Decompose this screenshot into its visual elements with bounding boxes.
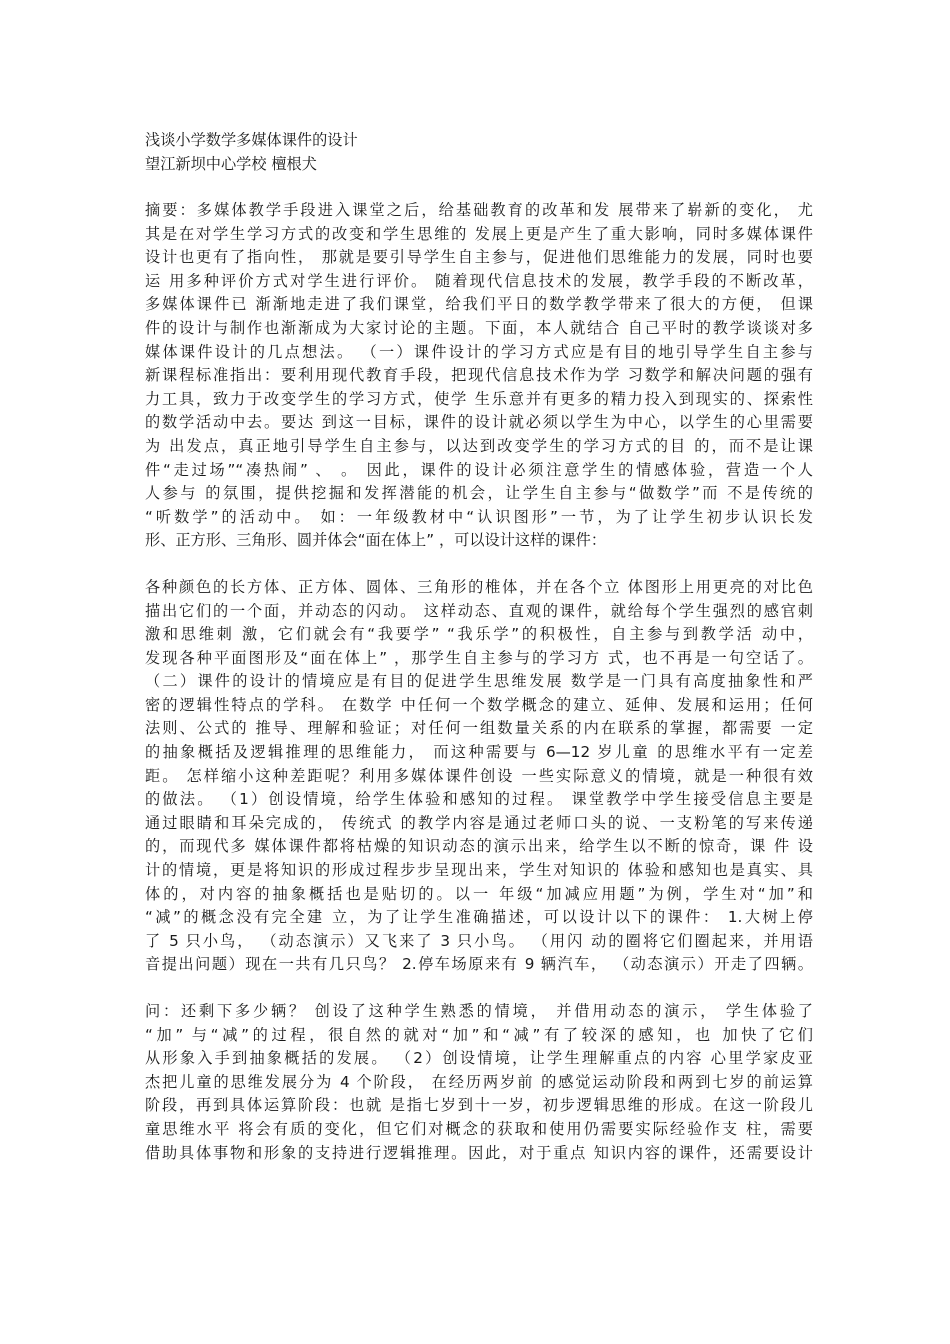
- text-line: 其是在对学生学习方式的改变和学生思维的 发展上更是产生了重大影响，同时多媒体课件: [145, 224, 813, 243]
- text-line: 摘要：多媒体教学手段进入课堂之后，给基础教育的改革和发 展带来了崭新的变化， 尤: [145, 201, 813, 219]
- document-title: 浅谈小学数学多媒体课件的设计: [145, 131, 358, 149]
- text-line: 阶段，再到具体运算阶段：也就 是指七岁到十一岁，初步逻辑思维的形成。在这一阶段儿: [145, 1096, 813, 1115]
- text-line: 件的设计与制作也渐渐成为大家讨论的主题。下面，本人就结合 自己平时的教学谈谈对多: [145, 318, 813, 337]
- body-paragraph: [145, 1000, 813, 1165]
- document-page: [145, 128, 813, 1165]
- text-line: 为 出发点，真正地引导学生自主参与，以达到改变学生的学习方式的目 的，而不是让课: [145, 436, 813, 455]
- body-paragraph: [145, 576, 813, 977]
- text-line: “加” 与“减”的过程，很自然的就对“加”和“减”有了较深的感知，也 加快了它们: [145, 1025, 813, 1044]
- text-line: 件“走过场”“凑热闹” 、 。 因此，课件的设计必须注意学生的情感体验，营造一个人: [145, 460, 813, 479]
- spacer: [145, 176, 813, 199]
- abstract-paragraph: [145, 199, 813, 553]
- text-line: 密的逻辑性特点的学科。 在数学 中任何一个数学概念的建立、延伸、发展和运用；任何: [145, 695, 813, 714]
- text-line: 体的，对内容的抽象概括也是贴切的。以一 年级“加减应用题”为例，学生对“加”和: [145, 884, 813, 903]
- text-line: 杰把儿童的思维发展分为 4 个阶段， 在经历两岁前 的感觉运动阶段和两到七岁的前运算: [145, 1072, 813, 1091]
- text-line: 童思维水平 将会有质的变化，但它们对概念的获取和使用仍需要实际经验作支 柱，需要: [145, 1119, 813, 1138]
- text-line: 从形象入手到抽象概括的发展。 （2）创设情境，让学生理解重点的内容 心里学家皮亚: [145, 1049, 813, 1068]
- text-line: 的，而现代多 媒体课件都将枯燥的知识动态的演示出来，给学生以不断的惊奇，课 件 设: [145, 837, 813, 856]
- text-line: （二）课件的设计的情境应是有目的促进学生思维发展 数学是一门具有高度抽象性和严: [145, 672, 813, 691]
- text-line: “减”的概念没有完全建 立，为了让学生准确描述，可以设计以下的课件： 1.大树上停: [145, 908, 813, 927]
- spacer: [145, 977, 813, 1000]
- document-author: 望江新坝中心学校 檀根犬: [145, 155, 317, 173]
- text-line: 人参与 的氛围，提供挖掘和发挥潜能的机会，让学生自主参与“做数学”而 不是传统的: [145, 484, 813, 503]
- text-line: 激和思维刺 激，它们就会有“我要学” “我乐学”的积极性，自主参与到教学活 动中，: [145, 625, 813, 644]
- text-line: 描出它们的一个面，并动态的闪动。 这样动态、直观的课件，就给每个学生强烈的感官刺: [145, 601, 813, 620]
- text-line: 音提出问题）现在一共有几只鸟？ 2.停车场原来有 9 辆汽车， （动态演示）开走了四辆。: [145, 955, 813, 974]
- text-line: 力工具，致力于改变学生的学习方式，使学 生乐意并有更多的精力投入到现实的、探索性: [145, 389, 813, 408]
- text-line: “听数学”的活动中。 如：一年级教材中“认识图形”一节，为了让学生初步认识长发: [145, 507, 813, 526]
- text-line: 各种颜色的长方体、正方体、圆体、三角形的椎体，并在各个立 体图形上用更亮的对比色: [145, 577, 813, 596]
- spacer: [145, 553, 813, 576]
- text-line: 问：还剩下多少辆？ 创设了这种学生熟悉的情境， 并借用动态的演示， 学生体验了: [145, 1002, 813, 1020]
- text-line: 的数学活动中去。要达 到这一目标，课件的设计就必须以学生为中心，以学生的心里需要: [145, 413, 813, 432]
- text-line: 运 用多种评价方式对学生进行评价。 随着现代信息技术的发展，教学手段的不断改革，: [145, 271, 813, 290]
- text-line: 通过眼睛和耳朵完成的， 传统式 的教学内容是通过老师口头的说、一支粉笔的写来传递: [145, 813, 813, 832]
- text-line: 媒体课件设计的几点想法。 （一）课件设计的学习方式应是有目的地引导学生自主参与: [145, 342, 813, 361]
- text-line: 发现各种平面图形及“面在体上” ，那学生自主参与的学习方 式，也不再是一句空话了。: [145, 648, 813, 667]
- text-line: 形、正方形、三角形、圆并体会“面在体上” ，可以设计这样的课件：: [145, 531, 607, 550]
- text-line: 设计也更有了指向性， 那就是要引导学生自主参与，促进他们思维能力的发展，同时也要: [145, 248, 813, 267]
- text-line: 法则、公式的 推导、理解和验证；对任何一组数量关系的内在联系的掌握，都需要 一定: [145, 719, 813, 738]
- text-line: 计的情境，更是将知识的形成过程步步呈现出来，学生对知识的 体验和感知也是真实、具: [145, 861, 813, 880]
- text-line: 距。 怎样缩小这种差距呢？利用多媒体课件创设 一些实际意义的情境，就是一种很有效: [145, 766, 813, 785]
- text-line: 了 5 只小鸟， （动态演示）又飞来了 3 只小鸟。 （用闪 动的圈将它们圈起来，并用语: [145, 931, 813, 950]
- text-line: 的抽象概括及逻辑推理的思维能力， 而这种需要与 6—12 岁儿童 的思维水平有一定差: [145, 743, 813, 762]
- text-line: 借助具体事物和形象的支持进行逻辑推理。因此，对于重点 知识内容的课件，还需要设计: [145, 1143, 813, 1162]
- text-line: 的做法。 （1）创设情境，给学生体验和感知的过程。 课堂教学中学生接受信息主要是: [145, 790, 813, 809]
- text-line: 新课程标准指出：要利用现代教育手段，把现代信息技术作为学 习数学和解决问题的强有: [145, 366, 813, 385]
- text-line: 多媒体课件已 渐渐地走进了我们课堂，给我们平日的数学教学带来了很大的方便， 但课: [145, 295, 813, 314]
